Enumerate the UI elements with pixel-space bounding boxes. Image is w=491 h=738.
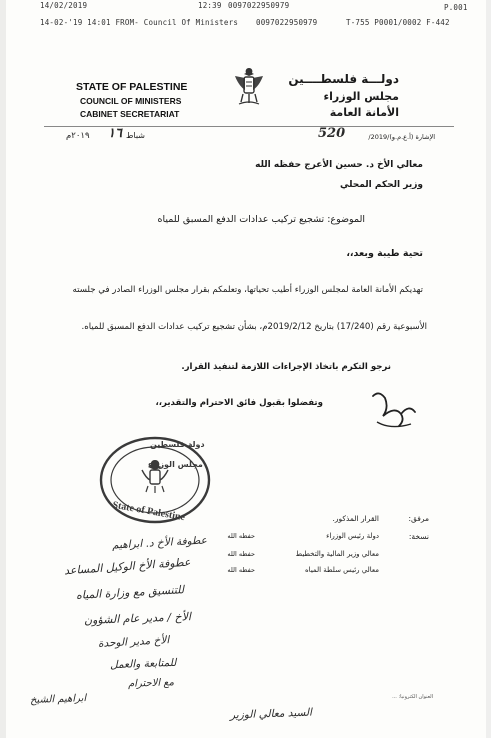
handwritten-line-5: الأخ مدير الوحدة [97, 634, 170, 650]
date-month: شباط [126, 131, 145, 140]
letterhead-council-ar: مجلس الوزراء [323, 90, 399, 103]
fax-line1-date: 14/02/2019 [40, 1, 88, 10]
stamp-text-mid: مجلس الوزراء [148, 460, 203, 469]
body-paragraph-3: نرجو التكرم باتخاذ الإجراءات اللازمة لتنفيذ القرار. [181, 362, 391, 372]
attachment-label: مرفق: [408, 514, 429, 523]
fax-line2-transmission: T-755 P0001/0002 F-442 [346, 18, 450, 27]
attachment-value: القرار المذكور. [332, 514, 379, 523]
stamp-text-top: دولة فلسطين [150, 440, 205, 449]
handwritten-line-9: السيد معالي الوزير [229, 706, 313, 722]
copies-label: نسخة: [408, 532, 429, 541]
date-day-handwritten: ١٦ [108, 126, 122, 141]
fax-line1-time: 12:39 [198, 1, 222, 10]
addressee-title: وزير الحكم المحلي [339, 180, 423, 190]
handwritten-line-7: مع الاحترام [127, 677, 175, 690]
letterhead-council-en: COUNCIL OF MINISTERS [80, 96, 182, 106]
copy-row-2-to: معالي وزير المالية والتخطيط [295, 550, 379, 558]
fax-line1-page: P.001 [444, 3, 468, 12]
fax-line1-number: 0097022950979 [228, 1, 290, 10]
stamp-text-bottom: State of Palestine [111, 499, 186, 524]
footer-note: العنوان الكترونيا: ... [392, 694, 433, 700]
handwritten-line-1: عطوفة الأخ د. ابراهيم [111, 534, 208, 552]
header-divider [44, 126, 454, 127]
scan-edge-left [0, 0, 6, 738]
scan-edge-right [486, 0, 491, 738]
reference-label: الإشارة (أ.ع.م.و)/2019/ [368, 133, 435, 141]
copy-row-2-suffix: حفظه الله [227, 550, 255, 558]
copy-row-3-suffix: حفظه الله [227, 566, 255, 574]
copy-row-1-suffix: حفظه الله [227, 532, 255, 540]
body-paragraph-1: تهديكم الأمانة العامة لمجلس الوزراء أطيب تحياتها، وتعلمكم بقرار مجلس الوزراء الصادر في جلسته [72, 285, 423, 295]
handwritten-line-8: ابراهيم الشيخ [29, 693, 87, 706]
subject-line: الموضوع: تشجيع تركيب عدادات الدفع المسبق للمياه [157, 214, 365, 225]
closing-line: وتفضلوا بقبول فائق الاحترام والتقدير،، [155, 398, 323, 408]
greeting: تحية طيبة وبعد،، [346, 248, 423, 259]
fax-line2-number: 0097022950979 [256, 18, 318, 27]
reference-number-handwritten: 520 [318, 126, 346, 141]
copy-row-3-to: معالي رئيس سلطة المياه [305, 566, 379, 574]
copy-row-1-to: دولة رئيس الوزراء [326, 532, 379, 540]
letterhead-state-en: STATE OF PALESTINE [76, 81, 188, 93]
fax-line2-from: 14-02-'19 14:01 FROM- Council Of Ministers [40, 18, 239, 27]
handwritten-line-2: عطوفة الأخ الوكيل المساعد [63, 555, 191, 578]
date-year: ٢٠١٩م [66, 131, 90, 141]
letterhead-state-ar: دولـــة فلسطــــين [288, 72, 399, 86]
letterhead-secretariat-en: CABINET SECRETARIAT [80, 109, 180, 119]
handwritten-line-3: للتنسيق مع وزارة المياه [75, 583, 185, 602]
handwritten-line-6: للمتابعة والعمل [109, 656, 177, 672]
palestine-eagle-emblem [232, 64, 266, 108]
handwritten-line-4: الأخ / مدير عام الشؤون [83, 610, 192, 627]
letterhead-secretariat-ar: الأمانة العامة [329, 106, 399, 119]
body-paragraph-2: الأسبوعية رقم (17/240) بتاريخ 2019/2/12م، بشأن تشجيع تركيب عدادات الدفع المسبق للمياه. [81, 322, 427, 332]
signature [365, 386, 425, 436]
addressee-name: معالي الأخ د. حسين الأعرج حفظه الله [255, 160, 423, 170]
